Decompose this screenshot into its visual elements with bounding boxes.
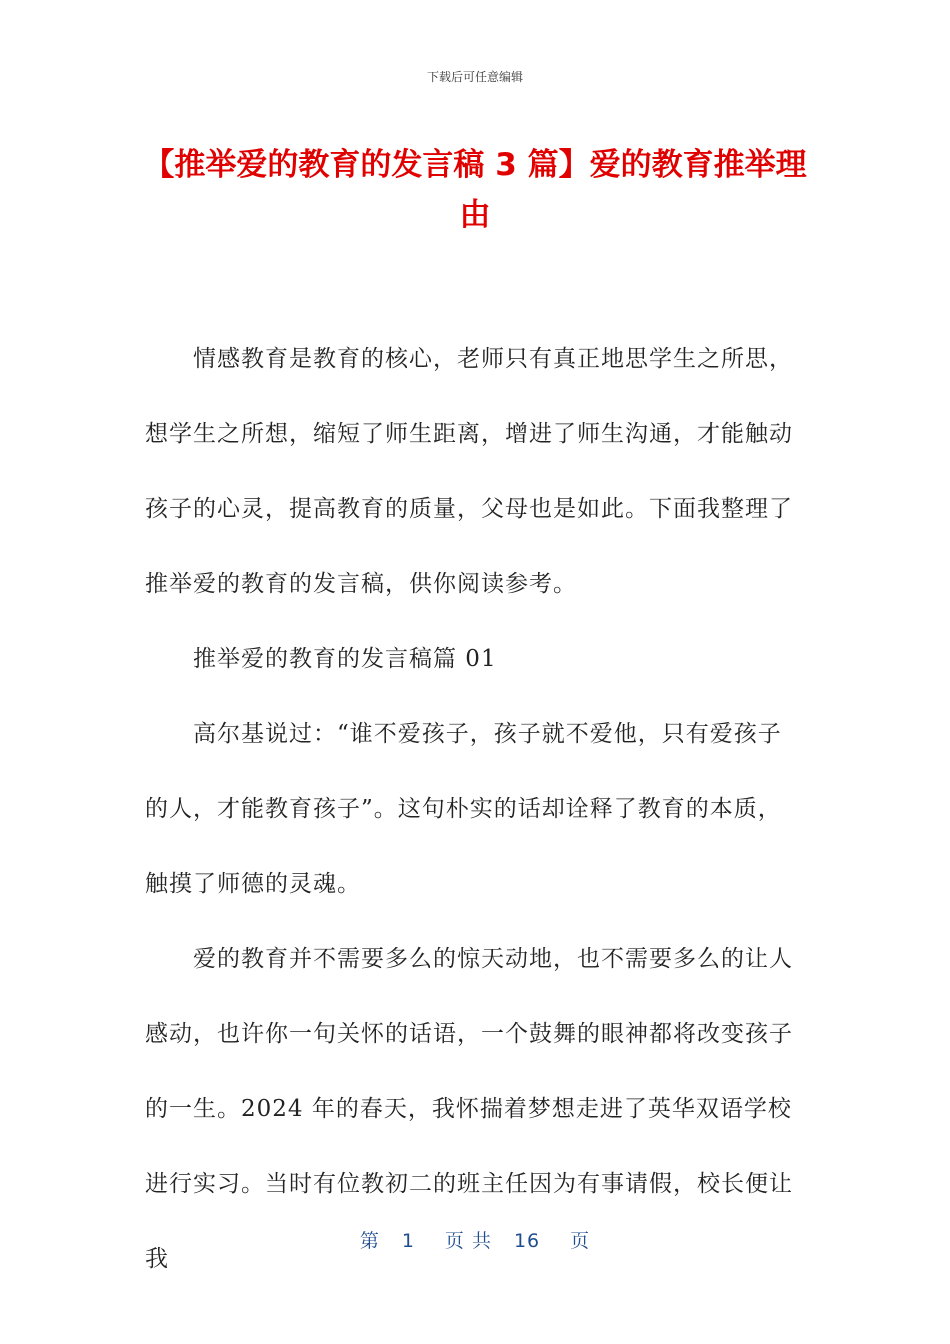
header-note: 下载后可任意编辑 xyxy=(426,70,523,84)
document-title: 【推举爱的教育的发言稿 3 篇】爱的教育推举理由 xyxy=(143,147,807,233)
footer-suffix: 页 xyxy=(570,1230,591,1252)
footer-page-number: 1 xyxy=(401,1230,415,1252)
paragraph-intro: 情感教育是教育的核心，老师只有真正地思学生之所思，想学生之所想，缩短了师生距离，增进了师生沟通，才能触动孩子的心灵，提高教育的质量，父母也是如此。下面我整理了推举爱的教育的发言稿，供你阅读参考。 xyxy=(145,346,793,597)
document-body xyxy=(145,322,800,1297)
paragraph-quote: 高尔基说过：“谁不爱孩子，孩子就不爱他，只有爱孩子的人，才能教育孩子”。这句朴实的话却诠释了教育的本质，触摸了师德的灵魂。 xyxy=(145,721,782,897)
footer-total-pages: 16 xyxy=(513,1230,541,1252)
footer-middle: 页 共 xyxy=(444,1230,492,1252)
paragraph-story: 爱的教育并不需要多么的惊天动地，也不需要多么的让人感动，也许你一句关怀的话语，一个鼓舞的眼神都将改变孩子的一生。2024 年的春天，我怀揣着梦想走进了英华双语学校进行实习。当时有位教初二的班主任因为有事请假，校长便让我 xyxy=(145,946,793,1272)
section-heading: 推举爱的教育的发言稿篇 01 xyxy=(193,646,497,672)
footer-prefix: 第 xyxy=(359,1230,380,1252)
page-footer xyxy=(0,1226,950,1253)
